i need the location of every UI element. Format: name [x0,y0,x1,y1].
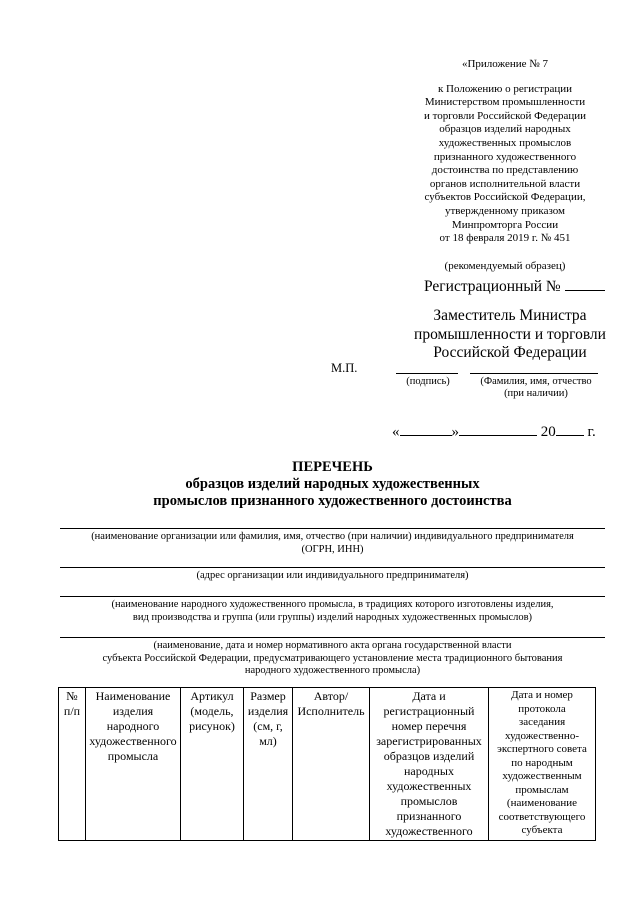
column-header-size: Размер изделия (см, г, мл) [244,688,293,841]
subtitle-line: образцов изделий народных художественных [185,476,480,492]
name-caption [466,376,606,400]
appendix-line: Министерством промышленности [424,96,586,109]
date-close-quote: » [451,424,459,440]
column-header-article: Артикул (модель, рисунок) [181,688,244,841]
samples-table [58,687,596,841]
craft-field-caption [60,599,605,624]
caption-line: (адрес организации или индивидуального предпринимателя) [196,570,469,581]
appendix-block [380,58,630,273]
date-open-quote: « [392,424,400,440]
column-header-registration-date: Дата и регистрационный номер перечня зарегистрированных образцов изделий народных художественных промыслов признанного художественного [370,688,489,841]
appendix-line: утвержденному приказом [444,204,566,217]
stamp-place: М.П. [331,361,358,375]
caption-line: субъекта Российской Федерации, предусматривающего установление места традиционного бытования [102,652,563,664]
date-year-suffix: г. [587,424,596,440]
registration-label: Регистрационный № [424,278,561,295]
title-line: ПЕРЕЧЕНЬ [292,459,373,475]
appendix-line: признанного художественного [433,150,577,163]
caption-line: вид производства и группа (или группы) изделий народных художественных промыслов) [132,611,533,623]
caption-line: (ОГРН, ИНН) [301,543,364,555]
approver-title [380,307,640,363]
caption-line: народного художественного промысла) [244,665,421,676]
table-header-row [59,688,596,841]
date-century: 20 [540,424,556,440]
organization-field-caption [60,531,605,556]
appendix-line: и торговли Российской Федерации [423,109,587,122]
column-header-number: № п/п [59,688,86,841]
approver-line: промышленности и торговли [414,325,606,343]
approver-line: Российской Федерации [433,344,587,361]
normative-act-field-line[interactable] [60,637,605,638]
appendix-title: «Приложение № 7 [461,58,549,70]
appendix-line: достоинства по представлению [431,164,579,177]
date-line [392,422,596,441]
subtitle-line: промыслов признанного художественного достоинства [153,493,512,509]
address-field-caption [60,570,605,583]
appendix-line: к Положению о регистрации [437,82,573,95]
normative-act-field-caption [60,640,605,678]
document-title [60,459,605,510]
caption-line: (наименование организации или фамилия, имя, отчество (при наличии) индивидуального предпринимателя [91,531,574,542]
registration-number [424,276,605,296]
appendix-line: образцов изделий народных [439,123,571,136]
registration-blank[interactable] [565,276,605,291]
column-header-item-name: Наименование изделия народного художественного промысла [86,688,181,841]
appendix-line: субъектов Российской Федерации, [424,191,586,204]
column-header-protocol: Дата и номер протокола заседания художественно- экспертного совета по народным художественным промыслам (наименование соответствующего субъекта [489,688,596,841]
month-blank[interactable] [459,422,537,436]
column-header-author: Автор/ Исполнитель [293,688,370,841]
signature-caption: (подпись) [406,376,450,387]
day-blank[interactable] [400,422,452,436]
sample-note: (рекомендуемый образец) [444,259,566,272]
appendix-line: органов исполнительной власти [429,177,581,190]
signature-line[interactable] [396,373,458,374]
appendix-line: художественных промыслов [438,136,572,149]
craft-field-line[interactable] [60,596,605,597]
caption-line: (наименование, дата и номер нормативного акта органа государственной власти [153,640,512,651]
appendix-line: Минпромторга России [451,218,559,231]
approver-line: Заместитель Министра [433,307,587,324]
appendix-line: от 18 февраля 2019 г. № 451 [439,232,571,245]
year-blank[interactable] [556,422,584,436]
name-caption-line: (при наличии) [504,388,568,399]
name-line[interactable] [470,373,598,374]
name-caption-line: (Фамилия, имя, отчество [480,376,592,387]
caption-line: (наименование народного художественного промысла, в традициях которого изготовлены изделия, [111,599,554,610]
organization-field-line[interactable] [60,528,605,529]
address-field-line[interactable] [60,567,605,568]
